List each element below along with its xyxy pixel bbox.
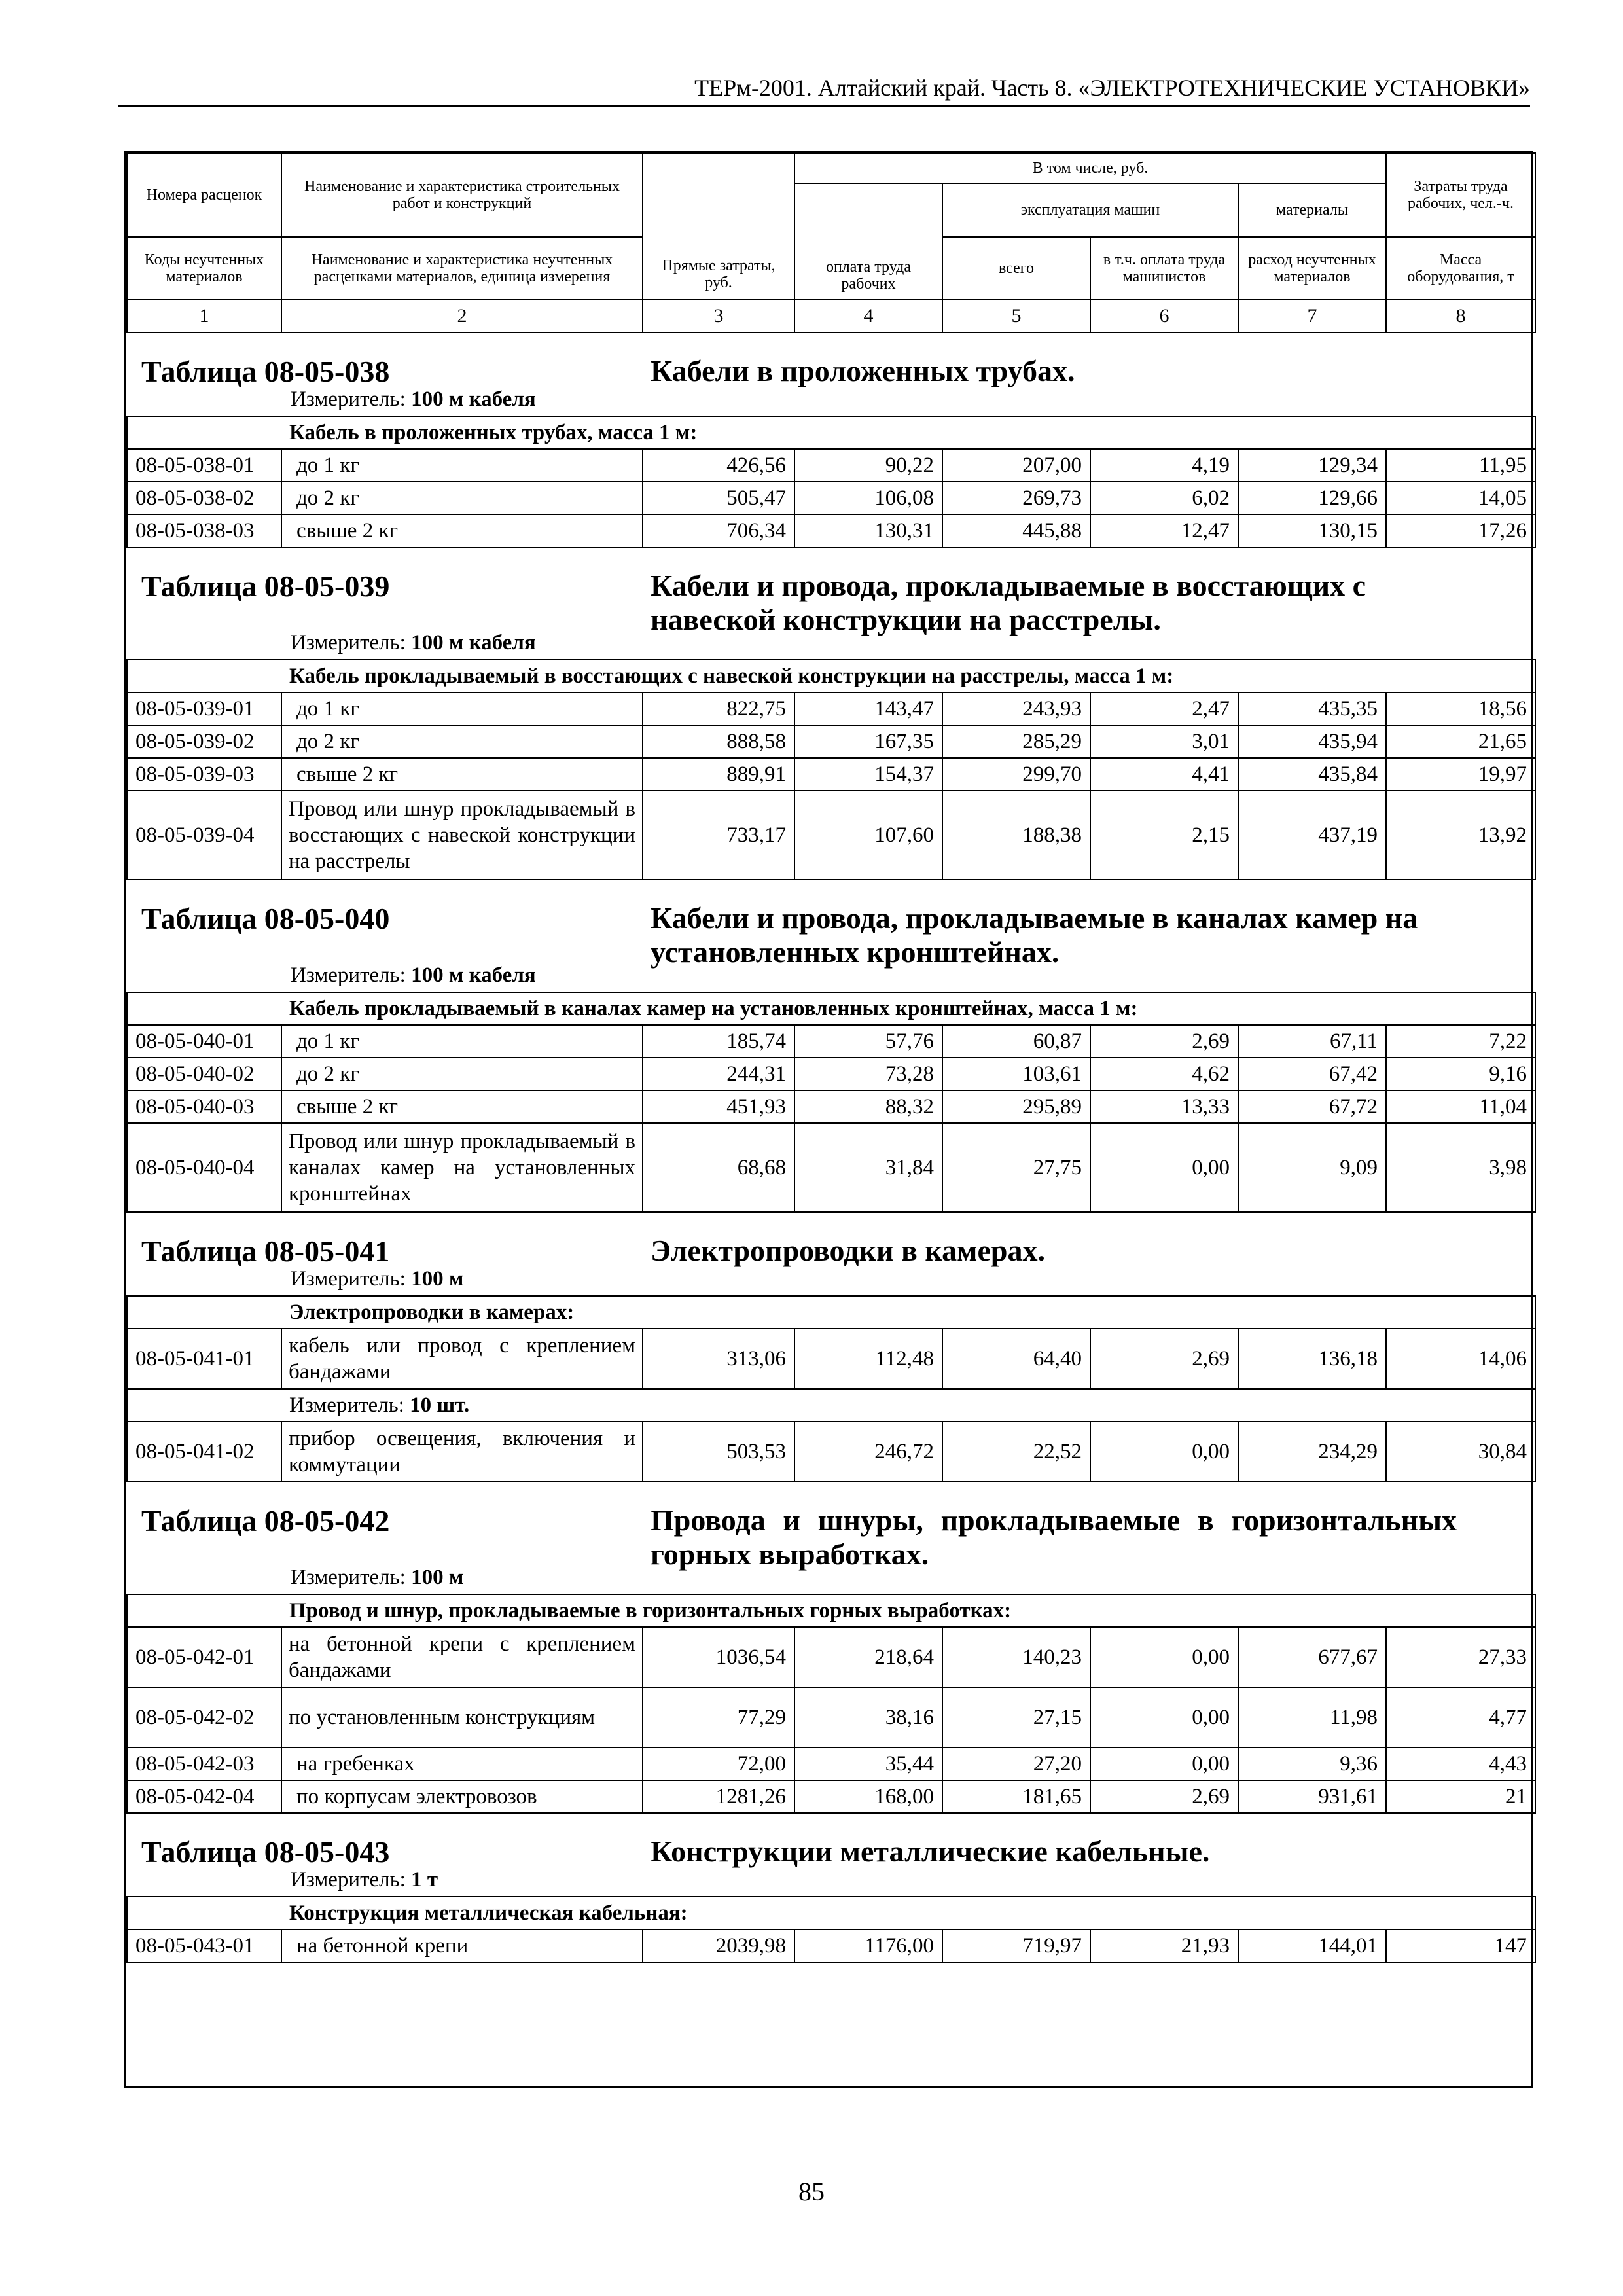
rate-code: 08-05-040-03 bbox=[127, 1090, 281, 1123]
direct-cost: 1036,54 bbox=[643, 1627, 794, 1687]
machines-total: 243,93 bbox=[942, 692, 1090, 725]
table-title-row bbox=[127, 547, 1535, 660]
measure-label: Измеритель: bbox=[291, 631, 406, 655]
table-number: Таблица 08-05-041 bbox=[141, 1234, 390, 1268]
materials-cost: 136,18 bbox=[1238, 1329, 1386, 1389]
measure bbox=[291, 1566, 463, 1590]
operator-pay: 2,69 bbox=[1090, 1780, 1238, 1813]
subtitle: Провод и шнур, прокладываемые в горизонтальных горных выработках: bbox=[281, 1594, 1535, 1627]
materials-cost: 677,67 bbox=[1238, 1627, 1386, 1687]
machines-total: 285,29 bbox=[942, 725, 1090, 758]
direct-cost: 451,93 bbox=[643, 1090, 794, 1123]
col-number: 5 bbox=[942, 300, 1090, 332]
machines-total: 27,75 bbox=[942, 1123, 1090, 1212]
subtitle: Электропроводки в камерах: bbox=[281, 1296, 1535, 1329]
col-number: 2 bbox=[281, 300, 643, 332]
direct-cost: 2039,98 bbox=[643, 1929, 794, 1962]
labor-pay: 73,28 bbox=[794, 1058, 942, 1090]
materials-cost: 9,36 bbox=[1238, 1748, 1386, 1780]
labor-pay: 168,00 bbox=[794, 1780, 942, 1813]
measure-value: 1 т bbox=[411, 1868, 438, 1892]
rates-table-frame bbox=[124, 151, 1533, 2088]
rate-name: по корпусам электровозов bbox=[281, 1780, 643, 1813]
blank-cell bbox=[127, 1594, 281, 1627]
operator-pay: 13,33 bbox=[1090, 1090, 1238, 1123]
measure-value: 10 шт. bbox=[410, 1393, 470, 1417]
operator-pay: 2,69 bbox=[1090, 1329, 1238, 1389]
table-row bbox=[127, 1058, 1535, 1090]
operator-pay: 4,41 bbox=[1090, 758, 1238, 791]
labor-pay: 167,35 bbox=[794, 725, 942, 758]
subtitle: Кабель прокладываемый в восстающих с навеской конструкции на расстрелы, масса 1 м: bbox=[281, 660, 1535, 692]
direct-cost: 72,00 bbox=[643, 1748, 794, 1780]
labor-pay: 31,84 bbox=[794, 1123, 942, 1212]
rate-name: на гребенках bbox=[281, 1748, 643, 1780]
materials-cost: 129,34 bbox=[1238, 449, 1386, 482]
table-row bbox=[127, 1929, 1535, 1962]
subtitle: Конструкция металлическая кабельная: bbox=[281, 1897, 1535, 1929]
labor-hours: 4,43 bbox=[1386, 1748, 1535, 1780]
col-number: 1 bbox=[127, 300, 281, 332]
measure-label: Измеритель: bbox=[291, 1566, 406, 1589]
col-number: 7 bbox=[1238, 300, 1386, 332]
measure-label: Измеритель: bbox=[289, 1393, 404, 1417]
direct-cost: 888,58 bbox=[643, 725, 794, 758]
operator-pay: 0,00 bbox=[1090, 1748, 1238, 1780]
labor-hours: 147 bbox=[1386, 1929, 1535, 1962]
rate-code: 08-05-042-02 bbox=[127, 1687, 281, 1748]
operator-pay: 2,47 bbox=[1090, 692, 1238, 725]
rates-table bbox=[126, 152, 1536, 1963]
machines-total: 64,40 bbox=[942, 1329, 1090, 1389]
rate-code: 08-05-041-02 bbox=[127, 1422, 281, 1482]
table-row bbox=[127, 449, 1535, 482]
machines-total: 140,23 bbox=[942, 1627, 1090, 1687]
col8-head-top: Затраты труда рабочих, чел.-ч. bbox=[1386, 153, 1535, 237]
rate-code: 08-05-039-02 bbox=[127, 725, 281, 758]
materials-cost: 9,09 bbox=[1238, 1123, 1386, 1212]
rate-code: 08-05-042-03 bbox=[127, 1748, 281, 1780]
table-title-row bbox=[127, 1482, 1535, 1594]
table-row bbox=[127, 1123, 1535, 1212]
operator-pay: 4,19 bbox=[1090, 449, 1238, 482]
labor-pay: 106,08 bbox=[794, 482, 942, 514]
labor-hours: 7,22 bbox=[1386, 1025, 1535, 1058]
machines-total: 60,87 bbox=[942, 1025, 1090, 1058]
machines-total: 719,97 bbox=[942, 1929, 1090, 1962]
rate-name: до 2 кг bbox=[281, 482, 643, 514]
labor-pay: 57,76 bbox=[794, 1025, 942, 1058]
col-number: 8 bbox=[1386, 300, 1535, 332]
measure-value: 100 м кабеля bbox=[411, 387, 536, 411]
subtitle: Кабель в проложенных трубах, масса 1 м: bbox=[281, 416, 1535, 449]
labor-hours: 18,56 bbox=[1386, 692, 1535, 725]
table-name: Кабели и провода, прокладываемые в восстающих с навеской конструкции на расстрелы. bbox=[651, 569, 1366, 636]
machines-total: 188,38 bbox=[942, 791, 1090, 880]
materials-cost: 435,84 bbox=[1238, 758, 1386, 791]
measure-label: Измеритель: bbox=[291, 963, 406, 987]
blank-cell bbox=[127, 660, 281, 692]
rate-name: на бетонной крепи с креплением бандажами bbox=[281, 1627, 643, 1687]
table-row bbox=[127, 482, 1535, 514]
labor-hours: 11,04 bbox=[1386, 1090, 1535, 1123]
direct-cost: 889,91 bbox=[643, 758, 794, 791]
labor-pay: 1176,00 bbox=[794, 1929, 942, 1962]
materials-cost: 130,15 bbox=[1238, 514, 1386, 547]
table-title-row bbox=[127, 332, 1535, 416]
col3-head: Прямые затраты, руб. bbox=[643, 153, 794, 300]
direct-cost: 313,06 bbox=[643, 1329, 794, 1389]
materials-cost: 437,19 bbox=[1238, 791, 1386, 880]
measure-label: Измеритель: bbox=[291, 387, 406, 411]
table-row bbox=[127, 1748, 1535, 1780]
table-number: Таблица 08-05-043 bbox=[141, 1835, 390, 1869]
subtitle: Кабель прокладываемый в каналах камер на установленных кронштейнах, масса 1 м: bbox=[281, 992, 1535, 1025]
table-row bbox=[127, 1329, 1535, 1389]
materials-cost: 234,29 bbox=[1238, 1422, 1386, 1482]
operator-pay: 3,01 bbox=[1090, 725, 1238, 758]
labor-hours: 4,77 bbox=[1386, 1687, 1535, 1748]
rate-name: до 1 кг bbox=[281, 692, 643, 725]
materials-cost: 129,66 bbox=[1238, 482, 1386, 514]
direct-cost: 77,29 bbox=[643, 1687, 794, 1748]
table-row bbox=[127, 1627, 1535, 1687]
materials-cost: 435,94 bbox=[1238, 725, 1386, 758]
rate-code: 08-05-039-01 bbox=[127, 692, 281, 725]
table-number: Таблица 08-05-038 bbox=[141, 355, 390, 388]
rate-code: 08-05-038-01 bbox=[127, 449, 281, 482]
direct-cost: 244,31 bbox=[643, 1058, 794, 1090]
measure-value: 100 м кабеля bbox=[411, 631, 536, 655]
rate-code: 08-05-040-02 bbox=[127, 1058, 281, 1090]
rate-code: 08-05-039-04 bbox=[127, 791, 281, 880]
col1-head-top: Номера расценок bbox=[127, 153, 281, 237]
rate-name: до 1 кг bbox=[281, 1025, 643, 1058]
labor-pay: 112,48 bbox=[794, 1329, 942, 1389]
measure bbox=[291, 963, 536, 988]
labor-hours: 14,05 bbox=[1386, 482, 1535, 514]
labor-hours: 17,26 bbox=[1386, 514, 1535, 547]
operator-pay: 21,93 bbox=[1090, 1929, 1238, 1962]
rate-code: 08-05-043-01 bbox=[127, 1929, 281, 1962]
direct-cost: 426,56 bbox=[643, 449, 794, 482]
rate-name: свыше 2 кг bbox=[281, 514, 643, 547]
measure-label: Измеритель: bbox=[291, 1267, 406, 1291]
table-row bbox=[127, 692, 1535, 725]
labor-pay: 143,47 bbox=[794, 692, 942, 725]
machines-total: 27,15 bbox=[942, 1687, 1090, 1748]
table-name: Кабели в проложенных трубах. bbox=[651, 354, 1075, 387]
table-name: Провода и шнуры, прокладываемые в горизонтальных горных выработках. bbox=[651, 1503, 1457, 1571]
materials-cost: 67,42 bbox=[1238, 1058, 1386, 1090]
rate-code: 08-05-038-02 bbox=[127, 482, 281, 514]
operator-pay: 12,47 bbox=[1090, 514, 1238, 547]
materials-cost: 931,61 bbox=[1238, 1780, 1386, 1813]
measure bbox=[291, 631, 536, 655]
table-name: Электропроводки в камерах. bbox=[651, 1234, 1045, 1267]
operator-pay: 2,15 bbox=[1090, 791, 1238, 880]
rate-name: по установленным конструкциям bbox=[281, 1687, 643, 1748]
machines-head: эксплуатация машин bbox=[942, 183, 1238, 237]
col1-head-bottom: Коды неучтенных материалов bbox=[127, 237, 281, 300]
labor-hours: 21 bbox=[1386, 1780, 1535, 1813]
table-row bbox=[127, 791, 1535, 880]
labor-hours: 13,92 bbox=[1386, 791, 1535, 880]
machines-total: 299,70 bbox=[942, 758, 1090, 791]
rate-code: 08-05-042-04 bbox=[127, 1780, 281, 1813]
direct-cost: 733,17 bbox=[643, 791, 794, 880]
labor-pay: 38,16 bbox=[794, 1687, 942, 1748]
table-name: Конструкции металлические кабельные. bbox=[651, 1835, 1210, 1868]
rate-name: прибор освещения, включения и коммутации bbox=[281, 1422, 643, 1482]
table-title-row bbox=[127, 880, 1535, 992]
blank-cell bbox=[127, 1389, 281, 1422]
machines-total: 103,61 bbox=[942, 1058, 1090, 1090]
direct-cost: 68,68 bbox=[643, 1123, 794, 1212]
materials-head: материалы bbox=[1238, 183, 1386, 237]
labor-pay: 130,31 bbox=[794, 514, 942, 547]
labor-hours: 11,95 bbox=[1386, 449, 1535, 482]
rate-code: 08-05-038-03 bbox=[127, 514, 281, 547]
direct-cost: 706,34 bbox=[643, 514, 794, 547]
operator-pay: 0,00 bbox=[1090, 1687, 1238, 1748]
rate-name: Провод или шнур прокладываемый в восстающих с навеской конструкции на расстрелы bbox=[281, 791, 643, 880]
direct-cost: 505,47 bbox=[643, 482, 794, 514]
operator-pay: 4,62 bbox=[1090, 1058, 1238, 1090]
blank-cell bbox=[127, 992, 281, 1025]
labor-pay: 154,37 bbox=[794, 758, 942, 791]
rate-code: 08-05-040-04 bbox=[127, 1123, 281, 1212]
operator-pay: 0,00 bbox=[1090, 1422, 1238, 1482]
labor-pay: 90,22 bbox=[794, 449, 942, 482]
machines-total: 269,73 bbox=[942, 482, 1090, 514]
blank-cell bbox=[127, 1897, 281, 1929]
rate-name: до 2 кг bbox=[281, 725, 643, 758]
machines-total: 295,89 bbox=[942, 1090, 1090, 1123]
rate-name: свыше 2 кг bbox=[281, 758, 643, 791]
operator-pay: 0,00 bbox=[1090, 1123, 1238, 1212]
table-row bbox=[127, 758, 1535, 791]
labor-pay: 218,64 bbox=[794, 1627, 942, 1687]
rate-name: свыше 2 кг bbox=[281, 1090, 643, 1123]
measure-value: 100 м bbox=[411, 1267, 464, 1291]
measure-value: 100 м bbox=[411, 1566, 464, 1589]
measure-label: Измеритель: bbox=[291, 1868, 406, 1892]
table-row bbox=[127, 1025, 1535, 1058]
incl-head: В том числе, руб. bbox=[794, 153, 1386, 183]
table-number: Таблица 08-05-042 bbox=[141, 1504, 390, 1537]
col-number: 4 bbox=[794, 300, 942, 332]
direct-cost: 822,75 bbox=[643, 692, 794, 725]
labor-hours: 14,06 bbox=[1386, 1329, 1535, 1389]
labor-hours: 27,33 bbox=[1386, 1627, 1535, 1687]
machines-total: 27,20 bbox=[942, 1748, 1090, 1780]
measure bbox=[291, 1868, 438, 1892]
blank-cell bbox=[127, 416, 281, 449]
rate-code: 08-05-040-01 bbox=[127, 1025, 281, 1058]
direct-cost: 1281,26 bbox=[643, 1780, 794, 1813]
labor-pay: 35,44 bbox=[794, 1748, 942, 1780]
page-number: 85 bbox=[798, 2177, 825, 2206]
measure bbox=[291, 387, 536, 412]
materials-cost: 11,98 bbox=[1238, 1687, 1386, 1748]
operator-pay: 6,02 bbox=[1090, 482, 1238, 514]
labor-pay: 246,72 bbox=[794, 1422, 942, 1482]
labor-hours: 9,16 bbox=[1386, 1058, 1535, 1090]
table-row bbox=[127, 1780, 1535, 1813]
operator-pay: 2,69 bbox=[1090, 1025, 1238, 1058]
col-number: 3 bbox=[643, 300, 794, 332]
rate-code: 08-05-039-03 bbox=[127, 758, 281, 791]
measure bbox=[281, 1389, 1535, 1422]
col2-head-top: Наименование и характеристика строительных работ и конструкций bbox=[281, 153, 643, 237]
labor-hours: 30,84 bbox=[1386, 1422, 1535, 1482]
labor-pay: 88,32 bbox=[794, 1090, 942, 1123]
materials-cost: 435,35 bbox=[1238, 692, 1386, 725]
blank-cell bbox=[127, 1296, 281, 1329]
labor-hours: 19,97 bbox=[1386, 758, 1535, 791]
col7-head: расход неучтенных материалов bbox=[1238, 237, 1386, 300]
col4-head: оплата труда рабочих bbox=[794, 183, 942, 300]
machines-total: 181,65 bbox=[942, 1780, 1090, 1813]
table-number: Таблица 08-05-040 bbox=[141, 902, 390, 935]
materials-cost: 67,11 bbox=[1238, 1025, 1386, 1058]
rate-code: 08-05-042-01 bbox=[127, 1627, 281, 1687]
direct-cost: 503,53 bbox=[643, 1422, 794, 1482]
rate-name: до 2 кг bbox=[281, 1058, 643, 1090]
col5-head: всего bbox=[942, 237, 1090, 300]
running-header: ТЕРм-2001. Алтайский край. Часть 8. «ЭЛЕКТРОТЕХНИЧЕСКИЕ УСТАНОВКИ» bbox=[118, 71, 1530, 107]
rate-name: кабель или провод с креплением бандажами bbox=[281, 1329, 643, 1389]
rate-name: до 1 кг bbox=[281, 449, 643, 482]
rate-code: 08-05-041-01 bbox=[127, 1329, 281, 1389]
col-number: 6 bbox=[1090, 300, 1238, 332]
rate-name: на бетонной крепи bbox=[281, 1929, 643, 1962]
labor-hours: 3,98 bbox=[1386, 1123, 1535, 1212]
labor-hours: 21,65 bbox=[1386, 725, 1535, 758]
col2-head-bottom: Наименование и характеристика неучтенных расценками материалов, единица измерения bbox=[281, 237, 643, 300]
direct-cost: 185,74 bbox=[643, 1025, 794, 1058]
rate-name: Провод или шнур прокладываемый в каналах камер на установленных кронштейнах bbox=[281, 1123, 643, 1212]
table-row bbox=[127, 514, 1535, 547]
col6-head: в т.ч. оплата труда машинистов bbox=[1090, 237, 1238, 300]
col8-head-bottom: Масса оборудования, т bbox=[1386, 237, 1535, 300]
table-name: Кабели и провода, прокладываемые в каналах камер на установленных кронштейнах. bbox=[651, 901, 1418, 969]
materials-cost: 67,72 bbox=[1238, 1090, 1386, 1123]
materials-cost: 144,01 bbox=[1238, 1929, 1386, 1962]
table-title-row bbox=[127, 1813, 1535, 1897]
table-row bbox=[127, 725, 1535, 758]
measure bbox=[291, 1267, 463, 1291]
table-number: Таблица 08-05-039 bbox=[141, 569, 390, 603]
machines-total: 445,88 bbox=[942, 514, 1090, 547]
machines-total: 22,52 bbox=[942, 1422, 1090, 1482]
machines-total: 207,00 bbox=[942, 449, 1090, 482]
table-row bbox=[127, 1687, 1535, 1748]
measure-value: 100 м кабеля bbox=[411, 963, 536, 987]
labor-pay: 107,60 bbox=[794, 791, 942, 880]
operator-pay: 0,00 bbox=[1090, 1627, 1238, 1687]
table-title-row bbox=[127, 1212, 1535, 1296]
table-row bbox=[127, 1422, 1535, 1482]
table-row bbox=[127, 1090, 1535, 1123]
